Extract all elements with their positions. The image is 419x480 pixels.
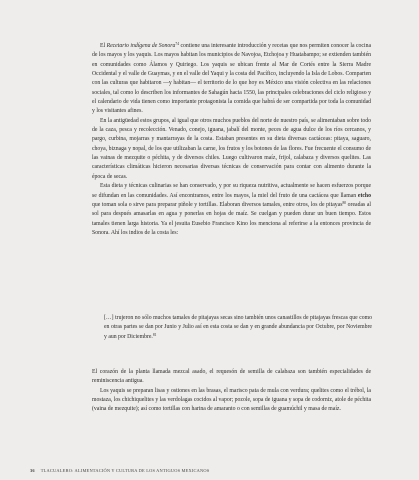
quote-paragraph bbox=[104, 314, 372, 342]
footnote-ref[interactable]: 74 bbox=[175, 42, 180, 46]
book-title-italic: Recetario indígena de Sonora bbox=[106, 43, 176, 49]
page-number: 36 bbox=[30, 468, 35, 473]
paragraph-mezcal: El corazón de la planta llamada mezcal asado, el requesón de semilla de calabaza son también especialidades de reminiscencia antigua. bbox=[92, 369, 371, 385]
text-run: que toman sola o sirve para preparar piñole y tortillas. Elaboran diversos tamales, entre otros, los de pitayas bbox=[92, 201, 343, 208]
body-text-lower bbox=[92, 368, 371, 415]
text-run: El bbox=[100, 43, 107, 49]
term-etcho: etcho bbox=[357, 192, 371, 199]
text-run: oreadas al sol para después amasarlas en agua y ponerlas en hojas de maíz. Se cuelgan y pueden durar un buen tiempo. Estos tamales tienen larga historia. Ya el jesuita Eusebio Francisco Kino los menciona al referirse a la entonces provincia de Sonora. Ahí los indios de la costa les: bbox=[92, 201, 371, 236]
text-run: Esta dieta y técnicas culinarias se han conservado, y por su riqueza nutritiva, actualmente se hacen esfuerzos porque se difundan en las comunidades. Así encontramos, entre los mayos, la miel del fruto de una cactácea que llaman bbox=[92, 183, 371, 199]
running-head: TLACUALERO: ALIMENTACIÓN Y CULTURA DE LOS ANTIGUOS MEXICANOS bbox=[40, 468, 210, 473]
paragraph-recetario bbox=[92, 42, 371, 117]
page-footer bbox=[30, 468, 209, 473]
paragraph-antiguedad: En la antigüedad estos grupos, al igual que otros muchos pueblos del norte de nuestro país, se alimentaban sobre todo de la caza, pesca y recolección. Venado, conejo, iguana, jabalí del monte, peces de agua dulce de los ríos cercanos, y pargo, curbina, mojarras y mantarrayas de la costa. Estaban presentes en su dieta diversas cactáceas: pitaya, saguaro, choya, biznaga y nopal, de los que utilizaban la carne, los frutos y los botones de las flores. Fue frecuente el consumo de las vainas de mezquite o péchita, y de diversos chiles. Luego cultivaron maíz, frijol, calabaza y diversos quelites. Las características climáticas hicieron necesarias diversas técnicas de conservación para contar con alimento durante la época de secas. bbox=[92, 117, 371, 180]
quote-text: […] trujeron no sólo muchos tamales de pitajayas secas sino también unos canastillos de pitajayas frescas que como en otras partes se dan por Junio y Julio así en esta costa se dan y en grande abundancia por Octubre, por Noviembre y aun por Diciembre. bbox=[104, 315, 372, 340]
block-quote bbox=[104, 314, 372, 342]
footnote-ref[interactable]: 80 bbox=[342, 200, 347, 205]
body-text-upper bbox=[92, 42, 371, 238]
footnote-ref[interactable]: 81 bbox=[152, 332, 157, 337]
paragraph-dieta bbox=[92, 182, 371, 238]
text-run: contiene una interesante introducción y recetas que nos permiten conocer la cocina de los mayos y los yaquis. Los mayos habitan los municipios de Navojoa, Etchojoa y Huatabampo; se extienden también en comunidades como Álamos y Quiriego. Los yaquis se ubican frente al Mar de Cortés entre la Sierra Madre Occidental y el valle de Guaymas, y en el valle del Yaqui y la costa del Pacífico, incluyendo la Isla de Lobos. Comparten con las culturas que habitaron —y habitan— el territorio de lo que hoy es México una visión colectiva en las relaciones sociales, tal como lo describen los informantes de Sahagún hacia 1550, las principales celebraciones del ciclo religioso y el calendario de vida tienen como importante protagonista la comida que habrá de ser compartida por toda la comunidad y los visitantes afines. bbox=[92, 43, 372, 115]
paragraph-yaquis: Los yaquis se preparan lisas y ostiones en las brasas, el marisco pata de mula con verdura; quelites como el trébol, la mostaza, los chichiquelites y las verdolagas cocidos al vapor; pozole, sopa de iguana y sopa de codorniz, atole de péchita (vaina de mezquite); así como tortillas con harina de amaranto o con semillas de guamúchil y masa de maíz. bbox=[92, 387, 371, 413]
